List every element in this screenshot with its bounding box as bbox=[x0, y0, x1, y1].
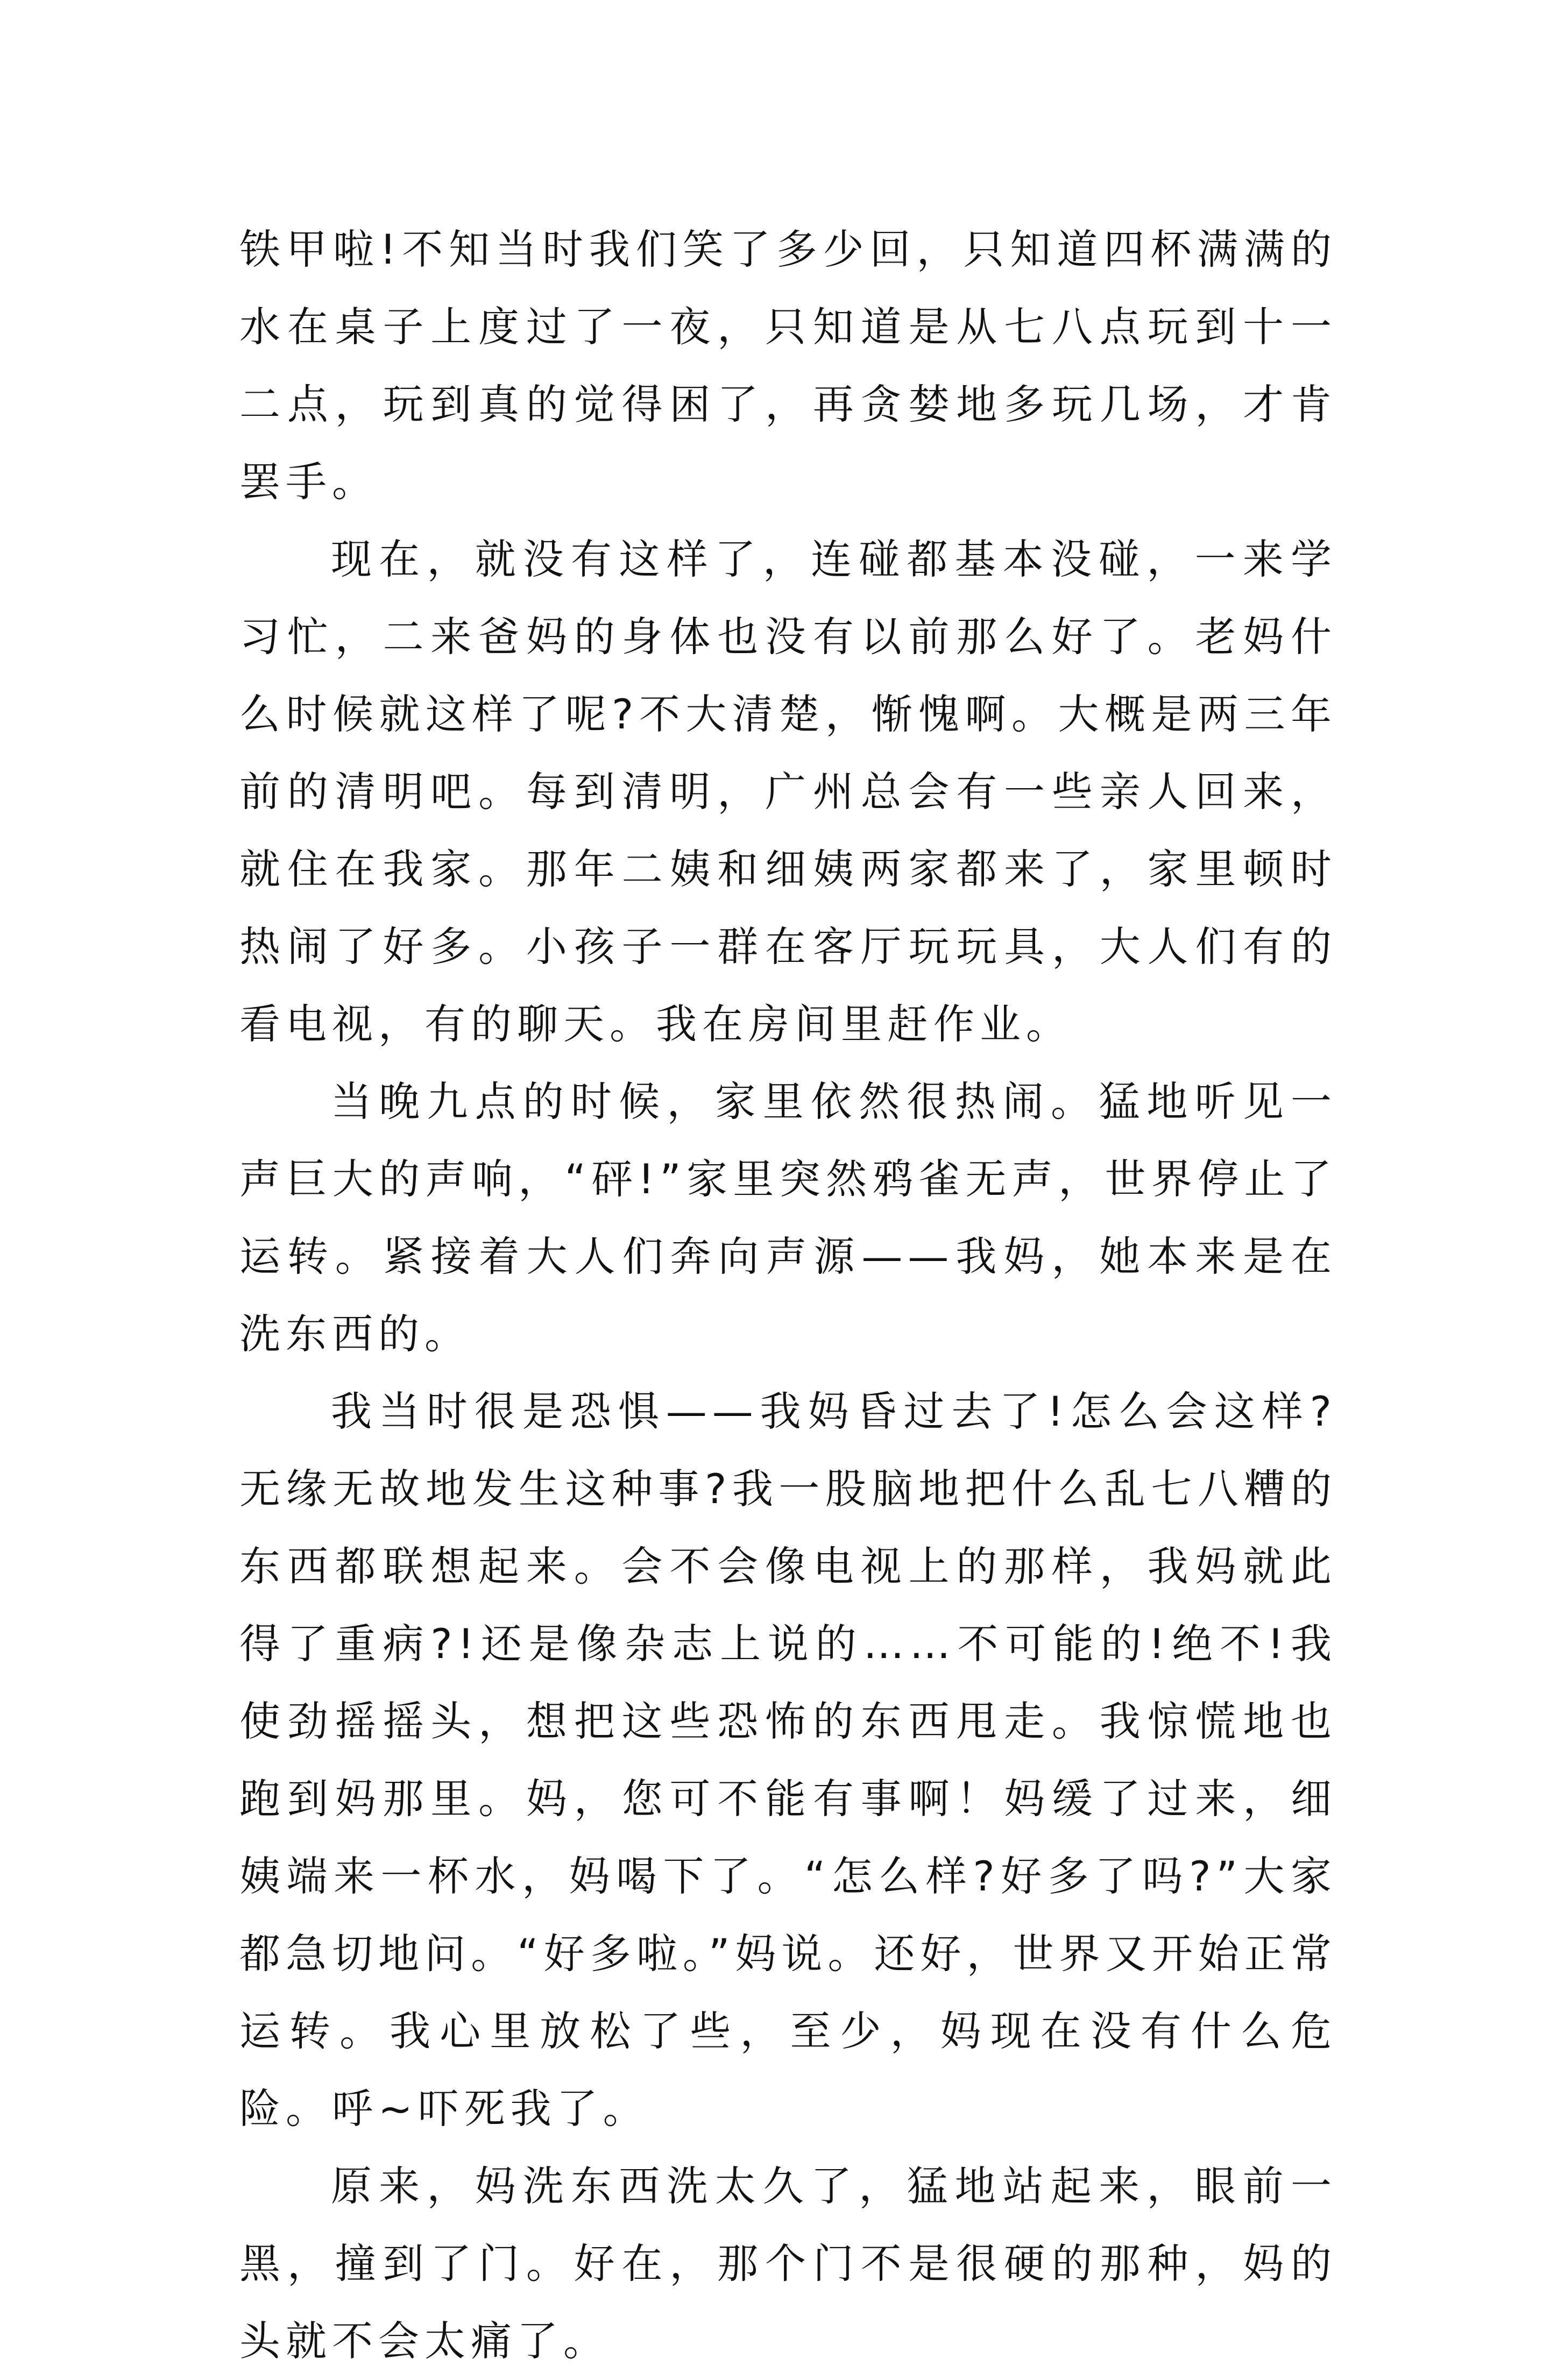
body-text bbox=[239, 211, 1337, 2380]
paragraph-2: 现在，就没有这样了，连碰都基本没碰，一来学习忙，二来爸妈的身体也没有以前那么好了。老妈什么时候就这样了呢?不大清楚，惭愧啊。大概是两三年前的清明吧。每到清明，广州总会有一些亲人回来，就住在我家。那年二姨和细姨两家都来了，家里顿时热闹了好多。小孩子一群在客厅玩玩具，大人们有的看电视，有的聊天。我在房间里赶作业。 bbox=[239, 535, 1337, 1048]
paragraph-5: 原来，妈洗东西洗太久了，猛地站起来，眼前一黑，撞到了门。好在，那个门不是很硬的那种，妈的头就不会太痛了。 bbox=[239, 2162, 1337, 2365]
paragraph-4: 我当时很是恐惧——我妈昏过去了!怎么会这样?无缘无故地发生这种事?我一股脑地把什么乱七八糟的东西都联想起来。会不会像电视上的那样，我妈就此得了重病?!还是像杂志上说的……不可能的!绝不!我使劲摇摇头，想把这些恐怖的东西甩走。我惊慌地也跑到妈那里。妈，您可不能有事啊！妈缓了过来，细姨端来一杯水，妈喝下了。“怎么样?好多了吗?”大家都急切地问。“好多啦。”妈说。还好，世界又开始正常运转。我心里放松了些，至少，妈现在没有什么危险。呼~吓死我了。 bbox=[239, 1387, 1337, 2133]
paragraph-3: 当晚九点的时候，家里依然很热闹。猛地听见一声巨大的声响，“砰!”家里突然鸦雀无声，世界停止了运转。紧接着大人们奔向声源——我妈，她本来是在洗东西的。 bbox=[239, 1078, 1337, 1358]
paragraph-1: 铁甲啦!不知当时我们笑了多少回，只知道四杯满满的水在桌子上度过了一夜，只知道是从七八点玩到十一二点，玩到真的觉得困了，再贪婪地多玩几场，才肯罢手。 bbox=[239, 225, 1337, 506]
